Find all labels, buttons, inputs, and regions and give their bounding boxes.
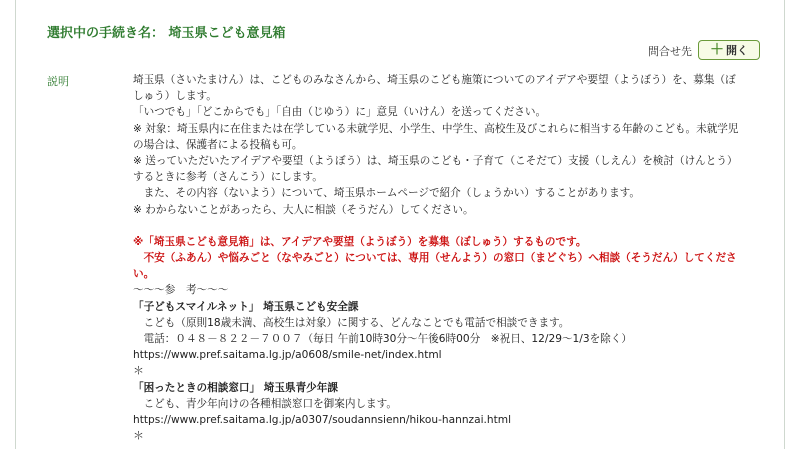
warning-line: 不安（ふあん）や悩みごと（なやみごと）については、専用（せんよう）の窓口（まどぐち）へ相談（そうだん）してくださ <box>133 252 737 265</box>
separator-star: ＊ <box>133 429 144 443</box>
reference-url[interactable]: https://www.pref.saitama.lg.jp/a0608/smile-net/index.html <box>133 349 442 362</box>
procedure-title: 選択中の手続き名： 埼玉県こども意見箱 <box>47 26 286 41</box>
contact-label: 問合せ先 <box>648 45 692 58</box>
description-line: 「いつでも」「どこからでも」「自由（じゆう）に」意見（いけん）を送ってください。 <box>133 106 547 119</box>
warning-line: ※「埼玉県こども意見箱」は、アイデアや要望（ようぼう）を募集（ぼしゅう）するものです。 <box>133 235 587 248</box>
open-contact-button[interactable] <box>698 40 760 60</box>
description-line: しゅう）します。 <box>133 90 217 103</box>
separator-star: ＊ <box>133 364 144 378</box>
open-button-label: 開く <box>726 44 748 57</box>
description-label: 説明 <box>47 75 69 88</box>
warning-line: い。 <box>133 268 155 281</box>
plus-icon: ＋ <box>710 42 724 58</box>
description-line: ※ 対象：埼玉県内に在住または在学している未就学児、小学生、中学生、高校生及びこれらに相当する年齢のこども。未就学児 <box>133 122 739 135</box>
description-line: 埼玉県（さいたまけん）は、こどものみなさんから、埼玉県のこども施策についてのアイデアや要望（ようぼう）を、募集（ぼ <box>133 74 736 86</box>
description-body <box>133 72 765 444</box>
description-line: するときに参考（さんこう）にします。 <box>133 171 323 184</box>
reference-title: 「困ったときの相談窓口」 埼玉県青少年課 <box>133 381 338 394</box>
reference-line: こども（原則18歳未満、高校生は対象）に関する、どんなことでも電話で相談できます。 <box>133 316 570 329</box>
reference-url[interactable]: https://www.pref.saitama.lg.jp/a0307/soudannsienn/hikou-hannzai.html <box>133 413 512 426</box>
description-line: また、その内容（ないよう）について、埼玉県ホームページで紹介（しょうかい）することがあります。 <box>133 187 641 200</box>
reference-header: 〜〜〜参 考〜〜〜 <box>133 284 229 297</box>
reference-title: 「子どもスマイルネット」 埼玉県こども安全課 <box>133 300 359 313</box>
description-line: ※ わからないことがあったら、大人に相談（そうだん）してください。 <box>133 203 474 216</box>
reference-line: こども、青少年向けの各種相談窓口を御案内します。 <box>133 397 397 410</box>
description-line: ※ 送っていただいたアイデアや要望（ようぼう）は、埼玉県のこども・子育て（こそだて）支援（しえん）を検討（けんとう） <box>133 154 738 167</box>
description-line: の場合は、保護者による投稿も可。 <box>133 138 303 151</box>
reference-line: 電話：０４８－８２２－７００７（毎日 午前10時30分〜午後6時00分 ※祝日、12/29〜1/3を除く） <box>133 333 632 345</box>
